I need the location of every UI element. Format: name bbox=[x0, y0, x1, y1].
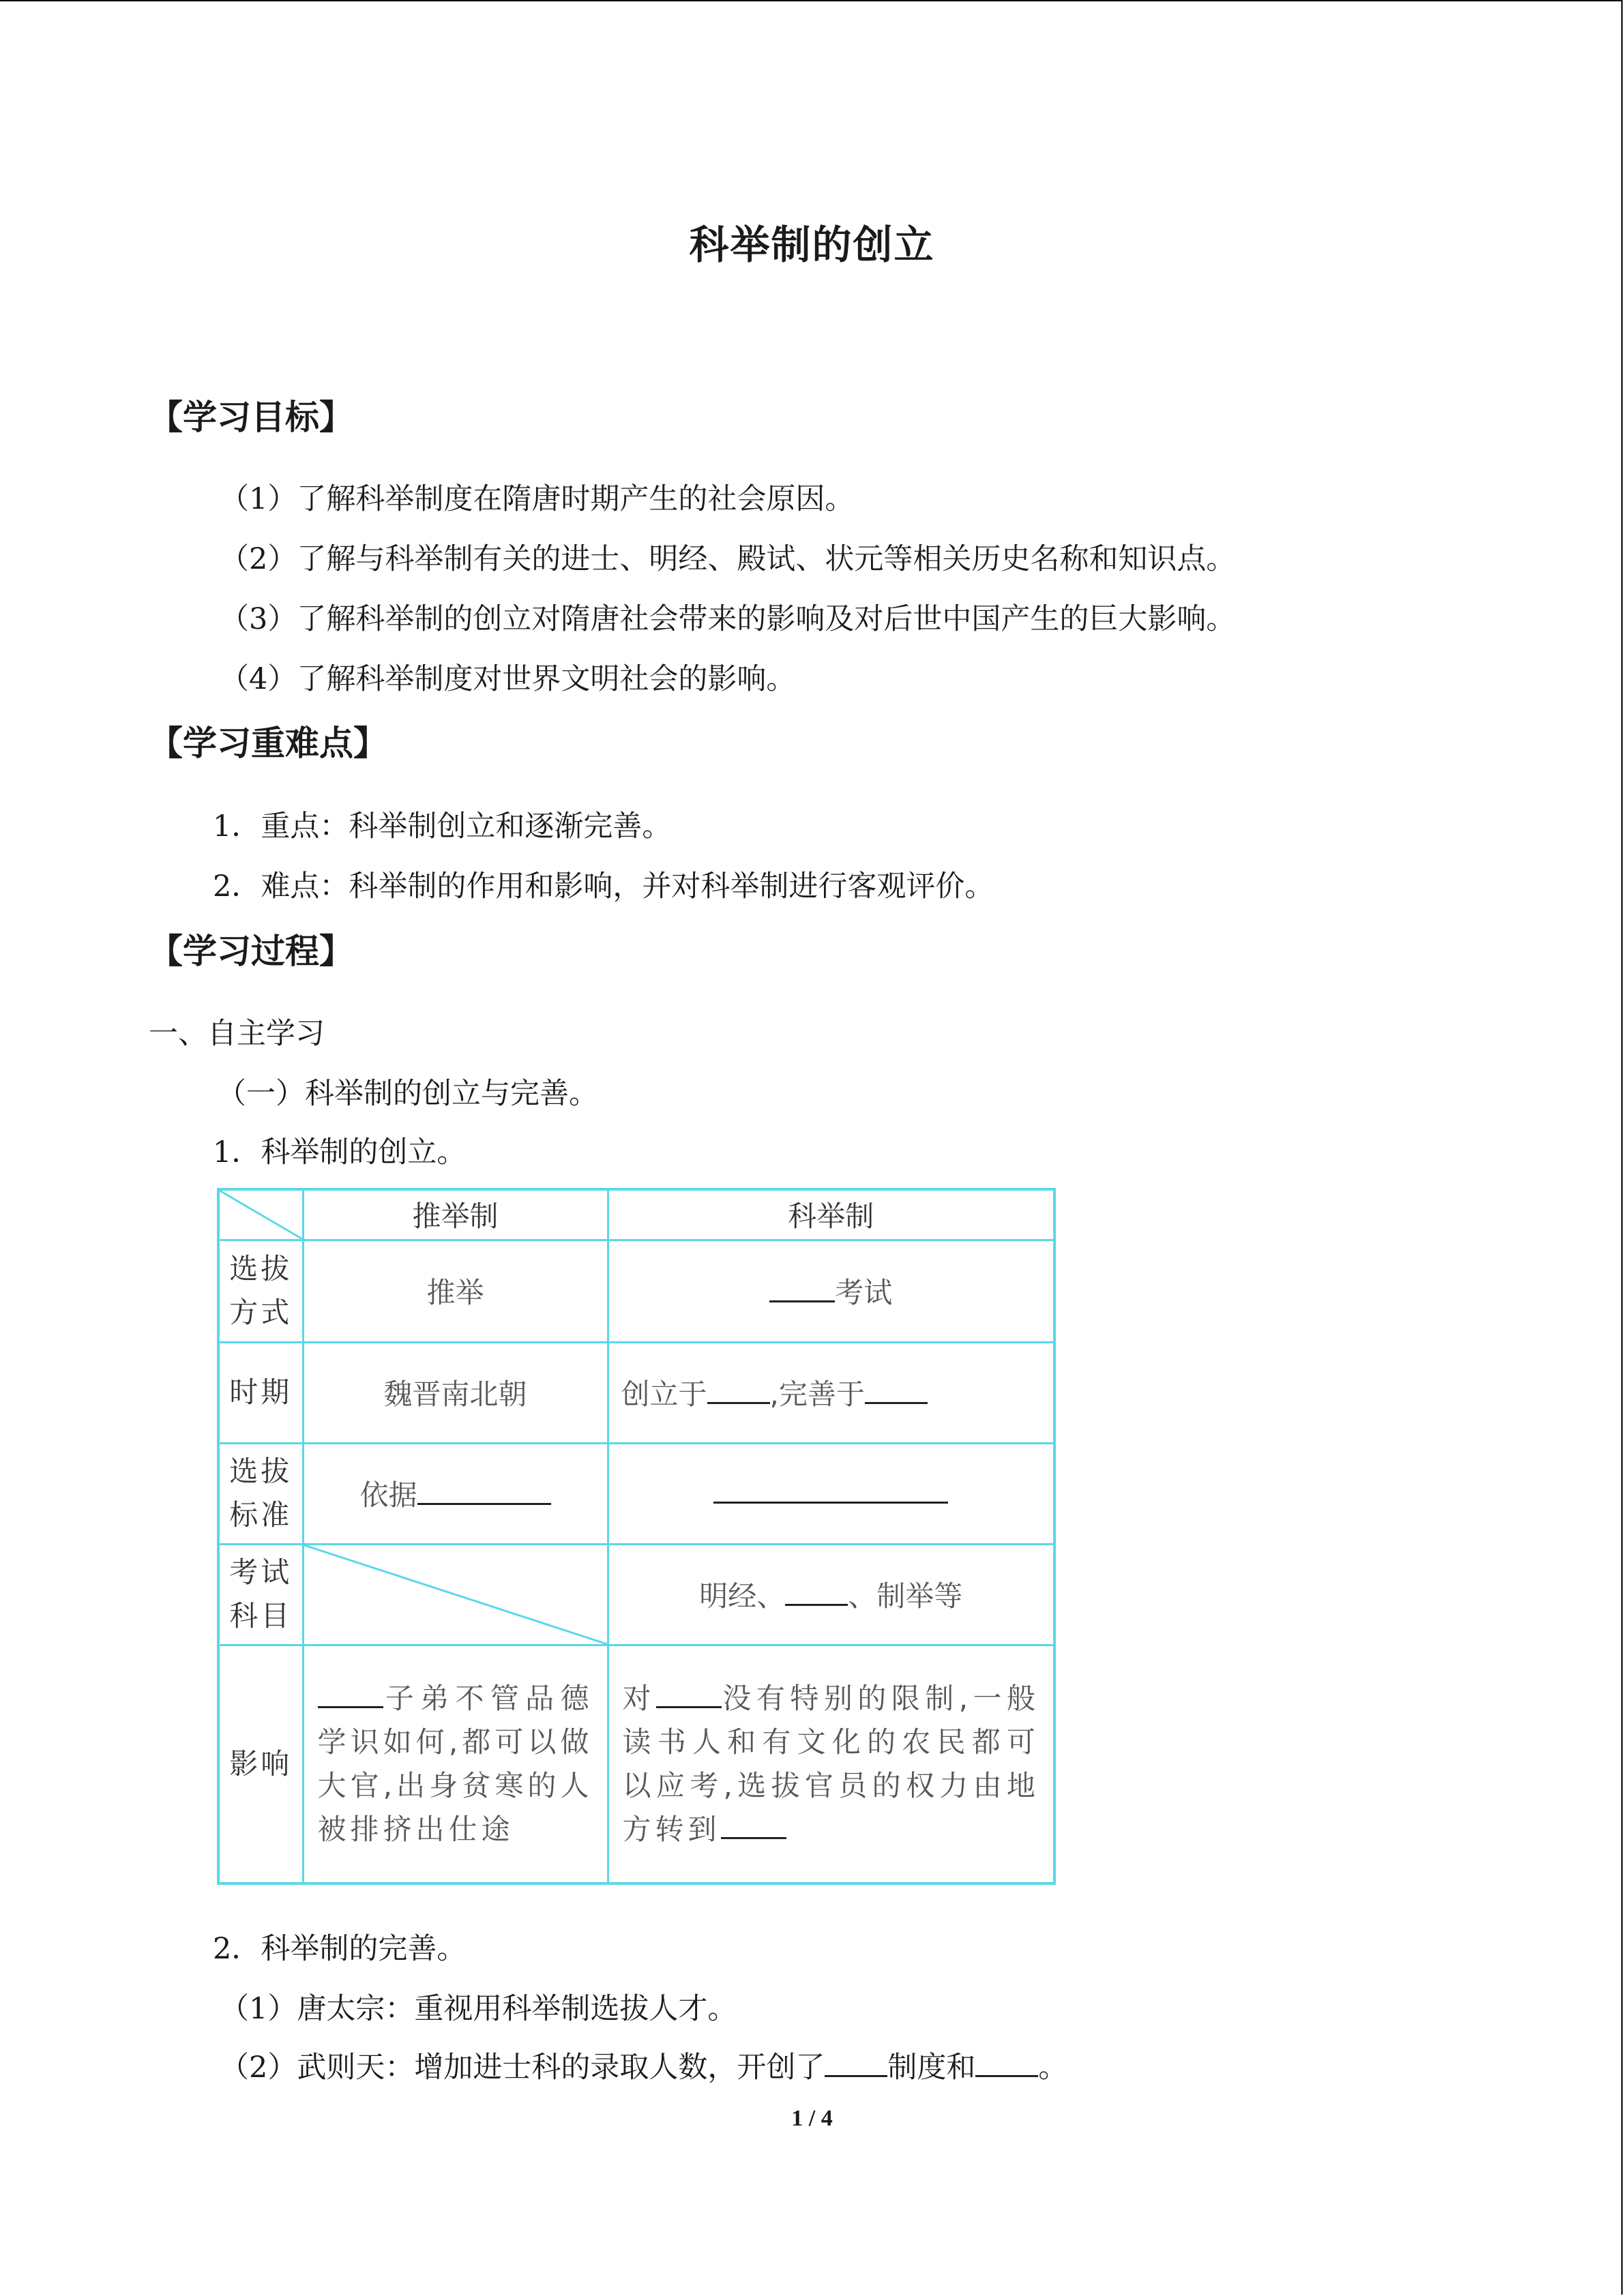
cell-method-tuiju: 推举 bbox=[303, 1240, 608, 1342]
page-title: 科举制的创立 bbox=[689, 222, 935, 268]
cell-standard-tuiju: 依据 bbox=[303, 1443, 608, 1544]
key-point-1: 1．重点：科举制创立和逐渐完善。 bbox=[213, 809, 672, 844]
goal-item-4: （4）了解科举制度对世界文明社会的影响。 bbox=[220, 662, 796, 696]
blank bbox=[318, 1705, 383, 1708]
sub-section-1: （一）科举制的创立与完善。 bbox=[217, 1077, 598, 1111]
cell-subjects-keju: 明经、 、制举等 bbox=[608, 1544, 1054, 1645]
blank bbox=[713, 1501, 948, 1504]
blank bbox=[707, 1401, 770, 1404]
blank bbox=[769, 1300, 835, 1302]
page-number: 1 / 4 bbox=[791, 2106, 833, 2131]
row-label-impact: 影响 bbox=[218, 1645, 303, 1883]
item-1-title: 1．科举制的创立。 bbox=[213, 1135, 467, 1169]
blank bbox=[656, 1705, 722, 1708]
cell-standard-keju bbox=[608, 1443, 1054, 1544]
cell-period-keju: 创立于 ,完善于 bbox=[608, 1342, 1054, 1443]
blank bbox=[721, 1836, 786, 1839]
row-label-subjects: 考试 科目 bbox=[218, 1544, 303, 1645]
blank bbox=[975, 2074, 1038, 2077]
cell-period-tuiju: 魏晋南北朝 bbox=[303, 1342, 608, 1443]
heading-goals: 【学习目标】 bbox=[149, 398, 353, 437]
cell-impact-tuiju: 子弟不管品德学识如何,都可以做大官,出身贫寒的人被排挤出仕途 bbox=[303, 1645, 608, 1883]
part-1-title: 一、自主学习 bbox=[149, 1017, 325, 1051]
cell-method-keju: 考试 bbox=[608, 1240, 1054, 1342]
table-corner-cell bbox=[218, 1189, 303, 1240]
header-tuiju: 推举制 bbox=[303, 1189, 608, 1240]
cell-subjects-tuiju bbox=[303, 1544, 608, 1645]
cell-impact-keju: 对 没有特别的限制,一般读书人和有文化的农民都可以应考,选拔官员的权力由地方转到 bbox=[608, 1645, 1054, 1883]
row-label-method: 选拔 方式 bbox=[218, 1240, 303, 1342]
goal-item-2: （2）了解与科举制有关的进士、明经、殿试、状元等相关历史名称和知识点。 bbox=[220, 542, 1236, 576]
goal-item-3: （3）了解科举制的创立对隋唐社会带来的影响及对后世中国产生的巨大影响。 bbox=[220, 602, 1236, 636]
blank bbox=[865, 1401, 928, 1404]
item-2-title: 2．科举制的完善。 bbox=[213, 1932, 467, 1966]
item-2-2: （2）武则天：增加进士科的录取人数，开创了 制度和 。 bbox=[220, 2051, 1068, 2085]
heading-key-points: 【学习重难点】 bbox=[149, 724, 387, 763]
blank bbox=[825, 2074, 887, 2077]
blank bbox=[417, 1502, 551, 1505]
comparison-table bbox=[217, 1188, 1056, 1885]
blank bbox=[785, 1603, 848, 1606]
row-label-period: 时期 bbox=[218, 1342, 303, 1443]
goal-item-1: （1）了解科举制度在隋唐时期产生的社会原因。 bbox=[220, 482, 855, 516]
row-label-standard: 选拔 标准 bbox=[218, 1443, 303, 1544]
heading-process: 【学习过程】 bbox=[149, 931, 353, 971]
header-keju: 科举制 bbox=[608, 1189, 1054, 1240]
item-2-1: （1）唐太宗：重视用科举制选拔人才。 bbox=[220, 1992, 737, 2026]
key-point-2: 2．难点：科举制的作用和影响，并对科举制进行客观评价。 bbox=[213, 869, 994, 904]
